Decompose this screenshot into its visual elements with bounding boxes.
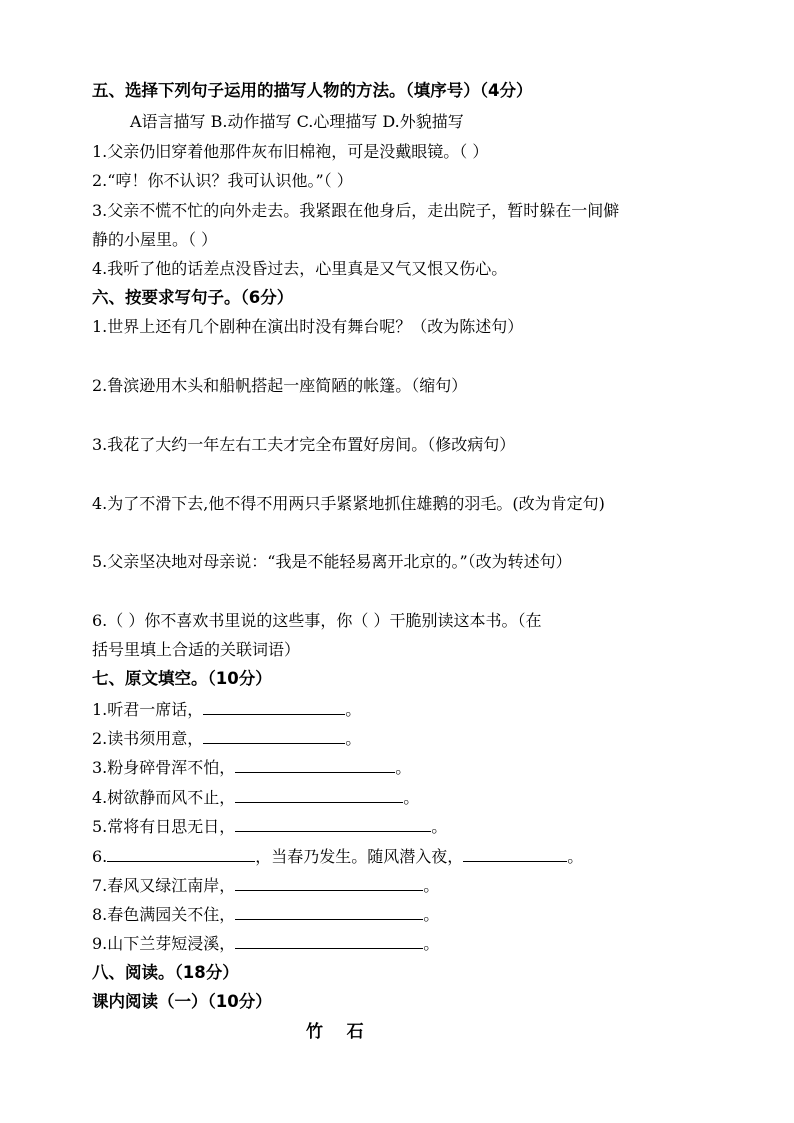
section-6-question-4: 4.为了不滑下去,他不得不用两只手紧紧地抓住雄鹅的羽毛。(改为肯定句) (92, 494, 605, 513)
fill-prompt-4: 4.树欲静而风不止， (92, 788, 236, 807)
fill-end-2: 。 (345, 729, 362, 748)
fill-prompt-6a: 6. (92, 847, 108, 866)
fill-end-3: 。 (395, 758, 412, 777)
fill-line-1 (92, 698, 361, 721)
fill-line-4 (92, 786, 419, 809)
fill-end-6: 。 (567, 847, 584, 866)
fill-prompt-2: 2.读书须用意， (92, 729, 204, 748)
section-5-heading: 五、选择下列句子运用的描写人物的方法。（填序号）（4分） (92, 81, 533, 100)
fill-line-5 (92, 815, 447, 838)
fill-prompt-6b: ，当春乃发生。随风潜入夜， (255, 847, 464, 866)
fill-prompt-1: 1.听君一席话， (92, 700, 204, 719)
section-7-heading: 七、原文填空。（10分） (92, 669, 272, 688)
fill-end-4: 。 (403, 788, 420, 807)
fill-end-5: 。 (431, 817, 448, 836)
answer-blank-7[interactable] (235, 874, 423, 891)
section-6-question-3: 3.我花了大约一年左右工夫才完全布置好房间。（修改病句） (92, 435, 516, 454)
section-6-question-2: 2.鲁滨逊用木头和船帆搭起一座简陋的帐篷。（缩句） (92, 376, 468, 395)
fill-line-8 (92, 903, 439, 926)
fill-prompt-9: 9.山下兰芽短浸溪， (92, 934, 236, 953)
section-6-question-1: 1.世界上还有几个剧种在演出时没有舞台呢？（改为陈述句） (92, 317, 524, 336)
answer-blank-8[interactable] (235, 903, 423, 920)
section-8-heading: 八、阅读。（18分） (92, 963, 239, 982)
fill-end-9: 。 (423, 934, 440, 953)
section-6-question-5: 5.父亲坚决地对母亲说：“我是不能轻易离开北京的。”（改为转述句） (92, 552, 572, 571)
fill-line-3 (92, 756, 411, 779)
section-6-question-6-line-1: 6.（ ）你不喜欢书里说的这些事，你（ ）干脆别读这本书。（在 (92, 611, 542, 630)
answer-blank-9[interactable] (235, 932, 423, 949)
fill-line-7 (92, 874, 439, 897)
section-5-question-3-line-2: 静的小屋里。（ ） (92, 230, 218, 249)
fill-end-1: 。 (345, 700, 362, 719)
section-5-options: A语言描写 B.动作描写 C.心理描写 D.外貌描写 (130, 112, 464, 131)
section-5-question-2: 2.“哼！你不认识？我可认识他。”（ ） (92, 171, 353, 190)
answer-blank-4[interactable] (235, 786, 403, 803)
fill-line-6 (92, 845, 583, 868)
reading-subheading: 课内阅读（一）（10分） (92, 992, 272, 1011)
fill-prompt-8: 8.春色满园关不住， (92, 905, 236, 924)
section-5-question-3-line-1: 3.父亲不慌不忙的向外走去。我紧跟在他身后，走出院子，暂时躲在一间僻 (92, 201, 620, 220)
answer-blank-3[interactable] (235, 756, 395, 773)
fill-end-8: 。 (423, 905, 440, 924)
section-5-question-4: 4.我听了他的话差点没昏过去，心里真是又气又恨又伤心。 (92, 259, 508, 278)
fill-prompt-7: 7.春风又绿江南岸， (92, 876, 236, 895)
section-6-heading: 六、按要求写句子。（6分） (92, 288, 294, 307)
section-5-question-1: 1.父亲仍旧穿着他那件灰布旧棉袍，可是没戴眼镜。（ ） (92, 142, 489, 161)
fill-end-7: 。 (423, 876, 440, 895)
answer-blank-5[interactable] (235, 815, 431, 832)
answer-blank-1[interactable] (203, 698, 345, 715)
fill-prompt-3: 3.粉身碎骨浑不怕， (92, 758, 236, 777)
fill-line-9 (92, 932, 439, 955)
fill-line-2 (92, 727, 361, 750)
section-6-question-6-line-2: 括号里填上合适的关联词语） (92, 640, 301, 659)
answer-blank-2[interactable] (203, 727, 345, 744)
poem-title: 竹 石 (306, 1022, 364, 1042)
answer-blank-6a[interactable] (107, 845, 255, 862)
answer-blank-6b[interactable] (463, 845, 567, 862)
fill-prompt-5: 5.常将有日思无日， (92, 817, 236, 836)
